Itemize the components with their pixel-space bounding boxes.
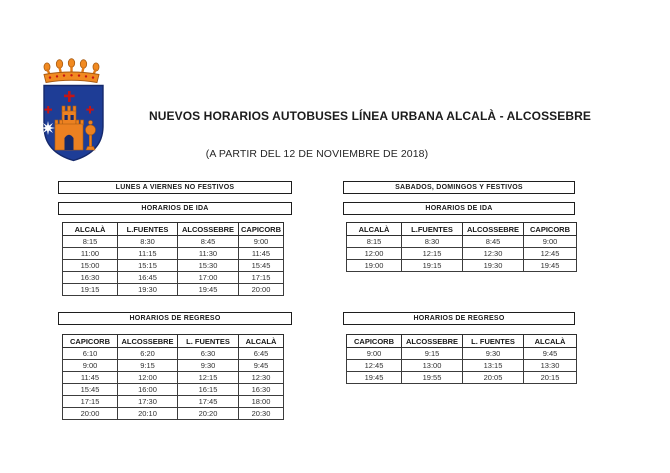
time-cell: 8:45 <box>463 236 524 248</box>
weekday-regreso-bar: HORARIOS DE REGRESO <box>58 312 292 325</box>
time-cell: 19:15 <box>63 284 118 296</box>
time-cell: 19:45 <box>524 260 577 272</box>
timetable-row <box>347 360 577 372</box>
page-subtitle: (A PARTIR DEL 12 DE NOVIEMBRE DE 2018) <box>205 148 429 160</box>
time-cell: 19:45 <box>178 284 239 296</box>
column-header: CAPICORB <box>347 335 402 348</box>
time-cell: 19:30 <box>463 260 524 272</box>
time-cell: 8:15 <box>63 236 118 248</box>
time-cell: 20:05 <box>463 372 524 384</box>
time-cell: 20:10 <box>118 408 178 420</box>
header-row <box>347 223 577 236</box>
time-cell: 12:45 <box>524 248 577 260</box>
column-header: L.FUENTES <box>402 223 463 236</box>
time-cell: 11:30 <box>178 248 239 260</box>
time-cell: 17:30 <box>118 396 178 408</box>
time-cell: 12:30 <box>463 248 524 260</box>
time-cell: 9:45 <box>239 360 284 372</box>
column-header: CAPICORB <box>239 223 284 236</box>
time-cell: 11:00 <box>63 248 118 260</box>
time-cell: 6:20 <box>118 348 178 360</box>
time-cell: 8:30 <box>402 236 463 248</box>
timetable-row <box>347 372 577 384</box>
time-cell: 19:00 <box>347 260 402 272</box>
time-cell: 9:00 <box>347 348 402 360</box>
time-cell: 19:45 <box>347 372 402 384</box>
timetable-row <box>63 284 284 296</box>
time-cell: 19:55 <box>402 372 463 384</box>
header-row <box>347 335 577 348</box>
time-cell: 9:30 <box>178 360 239 372</box>
crown-icon <box>44 59 99 83</box>
time-cell: 9:15 <box>402 348 463 360</box>
weekend-ida-table <box>346 222 577 272</box>
timetable-row <box>347 248 577 260</box>
time-cell: 11:45 <box>239 248 284 260</box>
column-header: ALCOSSEBRE <box>178 223 239 236</box>
weekend-ida-bar: HORARIOS DE IDA <box>343 202 575 215</box>
time-cell: 17:00 <box>178 272 239 284</box>
time-cell: 18:00 <box>239 396 284 408</box>
time-cell: 19:30 <box>118 284 178 296</box>
timetable-row <box>63 272 284 284</box>
time-cell: 15:45 <box>239 260 284 272</box>
time-cell: 9:00 <box>63 360 118 372</box>
time-cell: 15:15 <box>118 260 178 272</box>
time-cell: 6:45 <box>239 348 284 360</box>
time-cell: 8:30 <box>118 236 178 248</box>
time-cell: 20:30 <box>239 408 284 420</box>
time-cell: 11:15 <box>118 248 178 260</box>
column-header: ALCALÀ <box>347 223 402 236</box>
weekday-regreso-table <box>62 334 284 420</box>
time-cell: 13:00 <box>402 360 463 372</box>
timetable-row <box>347 348 577 360</box>
time-cell: 12:00 <box>347 248 402 260</box>
time-cell: 15:00 <box>63 260 118 272</box>
timetable-row <box>63 360 284 372</box>
time-cell: 8:45 <box>178 236 239 248</box>
timetable-row <box>63 236 284 248</box>
weekday-days-bar: LUNES A VIERNES NO FESTIVOS <box>58 181 292 194</box>
column-header: CAPICORB <box>524 223 577 236</box>
time-cell: 17:15 <box>239 272 284 284</box>
timetable-row <box>63 372 284 384</box>
weekend-regreso-table <box>346 334 577 384</box>
time-cell: 13:30 <box>524 360 577 372</box>
column-header: ALCOSSEBRE <box>463 223 524 236</box>
column-header: ALCALÀ <box>63 223 118 236</box>
timetable-row <box>63 248 284 260</box>
column-header: L.FUENTES <box>118 223 178 236</box>
time-cell: 20:15 <box>524 372 577 384</box>
column-header: ALCALÀ <box>239 335 284 348</box>
column-header: ALCOSSEBRE <box>118 335 178 348</box>
column-header: ALCALÀ <box>524 335 577 348</box>
weekday-ida-bar: HORARIOS DE IDA <box>58 202 292 215</box>
time-cell: 19:15 <box>402 260 463 272</box>
timetable-row <box>347 236 577 248</box>
header-row <box>63 223 284 236</box>
time-cell: 16:30 <box>63 272 118 284</box>
time-cell: 16:15 <box>178 384 239 396</box>
header-row <box>63 335 284 348</box>
timetable-row <box>347 260 577 272</box>
time-cell: 12:15 <box>402 248 463 260</box>
time-cell: 12:15 <box>178 372 239 384</box>
timetable-row <box>63 396 284 408</box>
time-cell: 13:15 <box>463 360 524 372</box>
time-cell: 15:45 <box>63 384 118 396</box>
column-header: L. FUENTES <box>178 335 239 348</box>
timetable-row <box>63 260 284 272</box>
timetable-row <box>63 348 284 360</box>
weekday-ida-table <box>62 222 284 296</box>
time-cell: 17:45 <box>178 396 239 408</box>
time-cell: 6:10 <box>63 348 118 360</box>
column-header: L. FUENTES <box>463 335 524 348</box>
time-cell: 20:00 <box>239 284 284 296</box>
time-cell: 12:00 <box>118 372 178 384</box>
time-cell: 12:45 <box>347 360 402 372</box>
time-cell: 11:45 <box>63 372 118 384</box>
time-cell: 16:30 <box>239 384 284 396</box>
time-cell: 17:15 <box>63 396 118 408</box>
time-cell: 12:30 <box>239 372 284 384</box>
time-cell: 6:30 <box>178 348 239 360</box>
timetable-row <box>63 408 284 420</box>
time-cell: 15:30 <box>178 260 239 272</box>
timetable-row <box>63 384 284 396</box>
time-cell: 20:00 <box>63 408 118 420</box>
white-star-icon <box>41 121 55 135</box>
weekend-days-bar: SABADOS, DOMINGOS Y FESTIVOS <box>343 181 575 194</box>
time-cell: 9:45 <box>524 348 577 360</box>
page-title: NUEVOS HORARIOS AUTOBUSES LÍNEA URBANA ALCALÀ - ALCOSSEBRE <box>148 109 592 123</box>
time-cell: 9:00 <box>524 236 577 248</box>
time-cell: 8:15 <box>347 236 402 248</box>
column-header: ALCOSSEBRE <box>402 335 463 348</box>
time-cell: 9:15 <box>118 360 178 372</box>
time-cell: 20:20 <box>178 408 239 420</box>
alcala-coat-of-arms-icon <box>38 58 105 162</box>
weekend-regreso-bar: HORARIOS DE REGRESO <box>343 312 575 325</box>
time-cell: 9:30 <box>463 348 524 360</box>
time-cell: 16:00 <box>118 384 178 396</box>
column-header: CAPICORB <box>63 335 118 348</box>
time-cell: 16:45 <box>118 272 178 284</box>
time-cell: 9:00 <box>239 236 284 248</box>
